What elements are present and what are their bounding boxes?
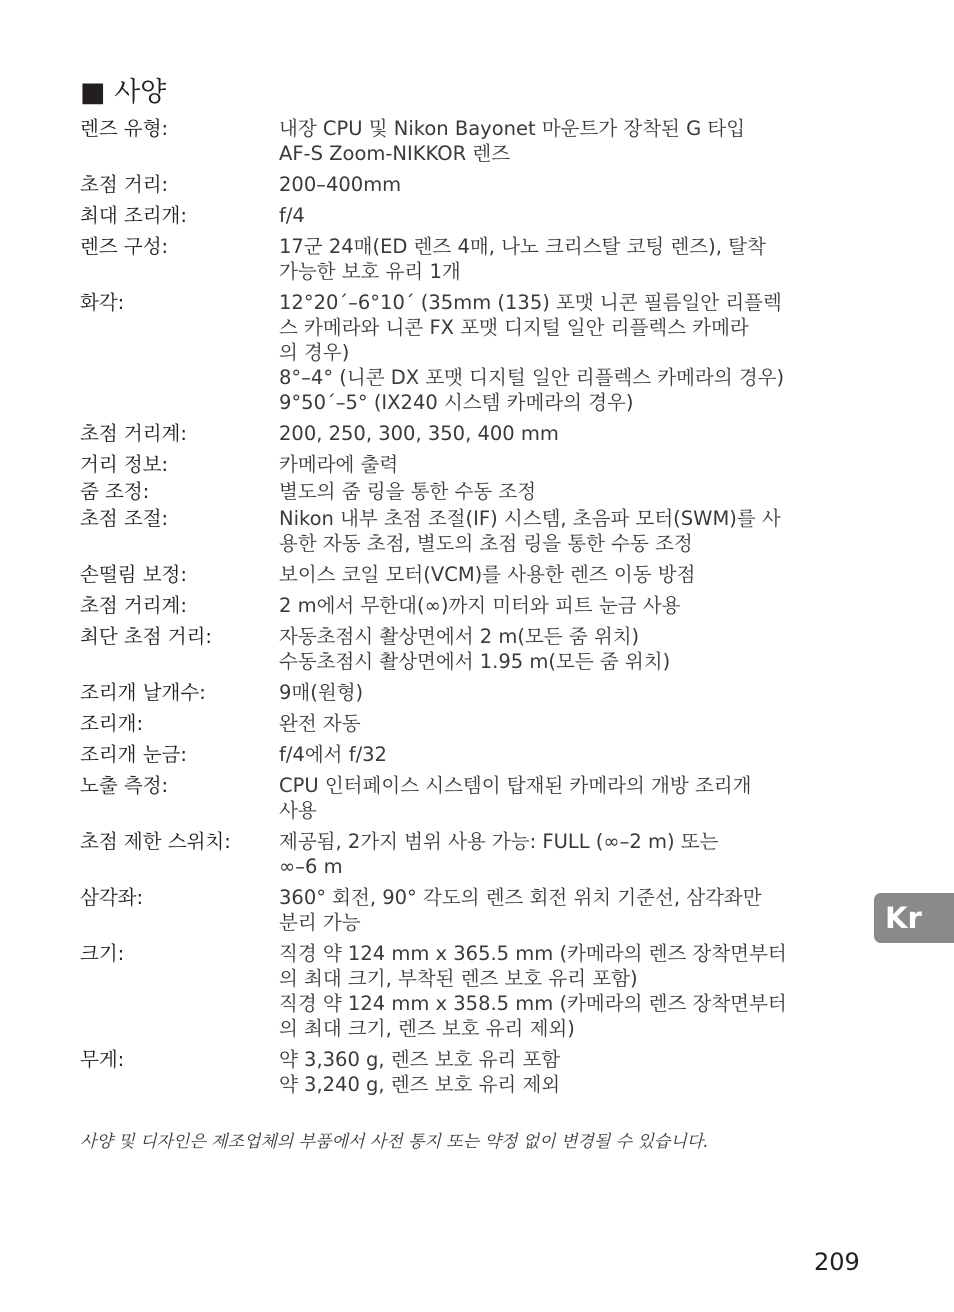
spec-row: [80, 234, 860, 284]
spec-label: 조리개 날개수:: [80, 681, 206, 704]
spec-value: [279, 941, 860, 1041]
spec-row: [80, 562, 860, 587]
spec-row: [80, 172, 860, 197]
spec-value: [279, 479, 860, 504]
spec-value: [279, 172, 860, 197]
spec-label: 초점 조절:: [80, 507, 169, 530]
spec-value-line: 의 경우): [279, 341, 350, 364]
spec-value: [279, 506, 860, 556]
spec-row: [80, 1047, 860, 1097]
spec-value-line: 내장 CPU 및 Nikon Bayonet 마운트가 장착된 G 타입: [279, 117, 746, 140]
spec-value-line: CPU 인터페이스 시스템이 탑재된 카메라의 개방 조리개: [279, 774, 752, 797]
spec-row: [80, 773, 860, 823]
spec-list: [80, 116, 860, 1103]
spec-row: [80, 624, 860, 674]
spec-row: [80, 290, 860, 415]
spec-value-line: 9매(원형): [279, 681, 364, 704]
spec-value: [279, 680, 860, 705]
spec-label: 줌 조정:: [80, 480, 150, 503]
spec-value: [279, 829, 860, 879]
spec-value-line: 약 3,240 g, 렌즈 보호 유리 제외: [279, 1073, 561, 1096]
spec-value: [279, 885, 860, 935]
spec-label: 최대 조리개:: [80, 204, 187, 227]
disclaimer-note: 사양 및 디자인은 제조업체의 부품에서 사전 통지 또는 약정 없이 변경될 수 있습니다.: [80, 1132, 709, 1152]
spec-label: 초점 거리:: [80, 173, 169, 196]
spec-label: 조리개 눈금:: [80, 743, 187, 766]
spec-row: [80, 680, 860, 705]
spec-value-line: f/4에서 f/32: [279, 743, 387, 766]
spec-row: [80, 479, 860, 504]
spec-value-line: 가능한 보호 유리 1개: [279, 260, 461, 283]
spec-value-line: 9°50´–5° (IX240 시스템 카메라의 경우): [279, 391, 634, 414]
spec-value-line: 카메라에 출력: [279, 453, 399, 476]
spec-value-line: 200–400mm: [279, 173, 402, 196]
spec-value-line: 완전 자동: [279, 712, 361, 735]
spec-row: [80, 203, 860, 228]
page-number: 209: [814, 1248, 860, 1276]
spec-label: 손떨림 보정:: [80, 563, 187, 586]
spec-label: 크기:: [80, 942, 125, 965]
spec-value: [279, 290, 860, 415]
spec-label: 초점 거리계:: [80, 594, 187, 617]
spec-value-line: 사용: [279, 799, 317, 822]
spec-value-line: 8°–4° (니콘 DX 포맷 디지털 일안 리플렉스 카메라의 경우): [279, 366, 785, 389]
spec-value-line: 자동초점시 촬상면에서 2 m(모든 줌 위치): [279, 625, 640, 648]
spec-value-line: AF-S Zoom-NIKKOR 렌즈: [279, 142, 511, 165]
spec-value: [279, 203, 860, 228]
spec-value-line: 분리 가능: [279, 911, 361, 934]
spec-label: 렌즈 구성:: [80, 235, 169, 258]
spec-label: 무게:: [80, 1048, 125, 1071]
spec-label: 초점 거리계:: [80, 422, 187, 445]
spec-value: [279, 562, 860, 587]
spec-value-line: 직경 약 124 mm x 358.5 mm (카메라의 렌즈 장착면부터: [279, 992, 787, 1015]
spec-value-line: 17군 24매(ED 렌즈 4매, 나노 크리스탈 코팅 렌즈), 탈착: [279, 235, 766, 258]
spec-row: [80, 593, 860, 618]
spec-row: [80, 421, 860, 446]
spec-value-line: ∞–6 m: [279, 855, 343, 878]
spec-value: [279, 773, 860, 823]
spec-value-line: 약 3,360 g, 렌즈 보호 유리 포함: [279, 1048, 561, 1071]
spec-row: [80, 941, 860, 1041]
spec-row: [80, 452, 860, 477]
spec-value: [279, 742, 860, 767]
spec-row: [80, 742, 860, 767]
spec-value: [279, 421, 860, 446]
spec-value-line: Nikon 내부 초점 조절(IF) 시스템, 초음파 모터(SWM)를 사: [279, 507, 781, 530]
spec-value: [279, 711, 860, 736]
spec-value-line: 용한 자동 초점, 별도의 초점 링을 통한 수동 조정: [279, 532, 693, 555]
spec-value-line: 의 최대 크기, 부착된 렌즈 보호 유리 포함): [279, 967, 638, 990]
spec-value-line: 200, 250, 300, 350, 400 mm: [279, 422, 559, 445]
spec-value-line: 보이스 코일 모터(VCM)를 사용한 렌즈 이동 방점: [279, 563, 696, 586]
spec-value-line: 스 카메라와 니콘 FX 포맷 디지털 일안 리플렉스 카메라: [279, 316, 749, 339]
spec-row: [80, 711, 860, 736]
spec-row: [80, 116, 860, 166]
spec-value-line: 별도의 줌 링을 통한 수동 조정: [279, 480, 537, 503]
spec-row: [80, 829, 860, 879]
spec-label: 렌즈 유형:: [80, 117, 169, 140]
spec-value-line: f/4: [279, 204, 305, 227]
spec-value: [279, 1047, 860, 1097]
spec-value-line: 의 최대 크기, 렌즈 보호 유리 제외): [279, 1017, 575, 1040]
spec-label: 삼각좌:: [80, 886, 144, 909]
spec-value: [279, 624, 860, 674]
spec-label: 조리개:: [80, 712, 144, 735]
spec-row: [80, 885, 860, 935]
spec-value: [279, 452, 860, 477]
spec-value-line: 12°20´–6°10´ (35mm (135) 포맷 니콘 필름일안 리플렉: [279, 291, 782, 314]
spec-value: [279, 593, 860, 618]
spec-value: [279, 234, 860, 284]
spec-value-line: 제공됨, 2가지 범위 사용 가능: FULL (∞–2 m) 또는: [279, 830, 719, 853]
spec-value-line: 수동초점시 촬상면에서 1.95 m(모든 줌 위치): [279, 650, 671, 673]
page-title: ■ 사양: [80, 77, 167, 108]
language-tab: Kr: [874, 893, 954, 943]
spec-value-line: 2 m에서 무한대(∞)까지 미터와 피트 눈금 사용: [279, 594, 681, 617]
spec-label: 최단 초점 거리:: [80, 625, 212, 648]
spec-value-line: 360° 회전, 90° 각도의 렌즈 회전 위치 기준선, 삼각좌만: [279, 886, 762, 909]
spec-row: [80, 506, 860, 556]
spec-label: 초점 제한 스위치:: [80, 830, 231, 853]
spec-label: 거리 정보:: [80, 453, 169, 476]
spec-label: 화각:: [80, 291, 125, 314]
spec-label: 노출 측정:: [80, 774, 169, 797]
spec-value: [279, 116, 860, 166]
spec-value-line: 직경 약 124 mm x 365.5 mm (카메라의 렌즈 장착면부터: [279, 942, 787, 965]
